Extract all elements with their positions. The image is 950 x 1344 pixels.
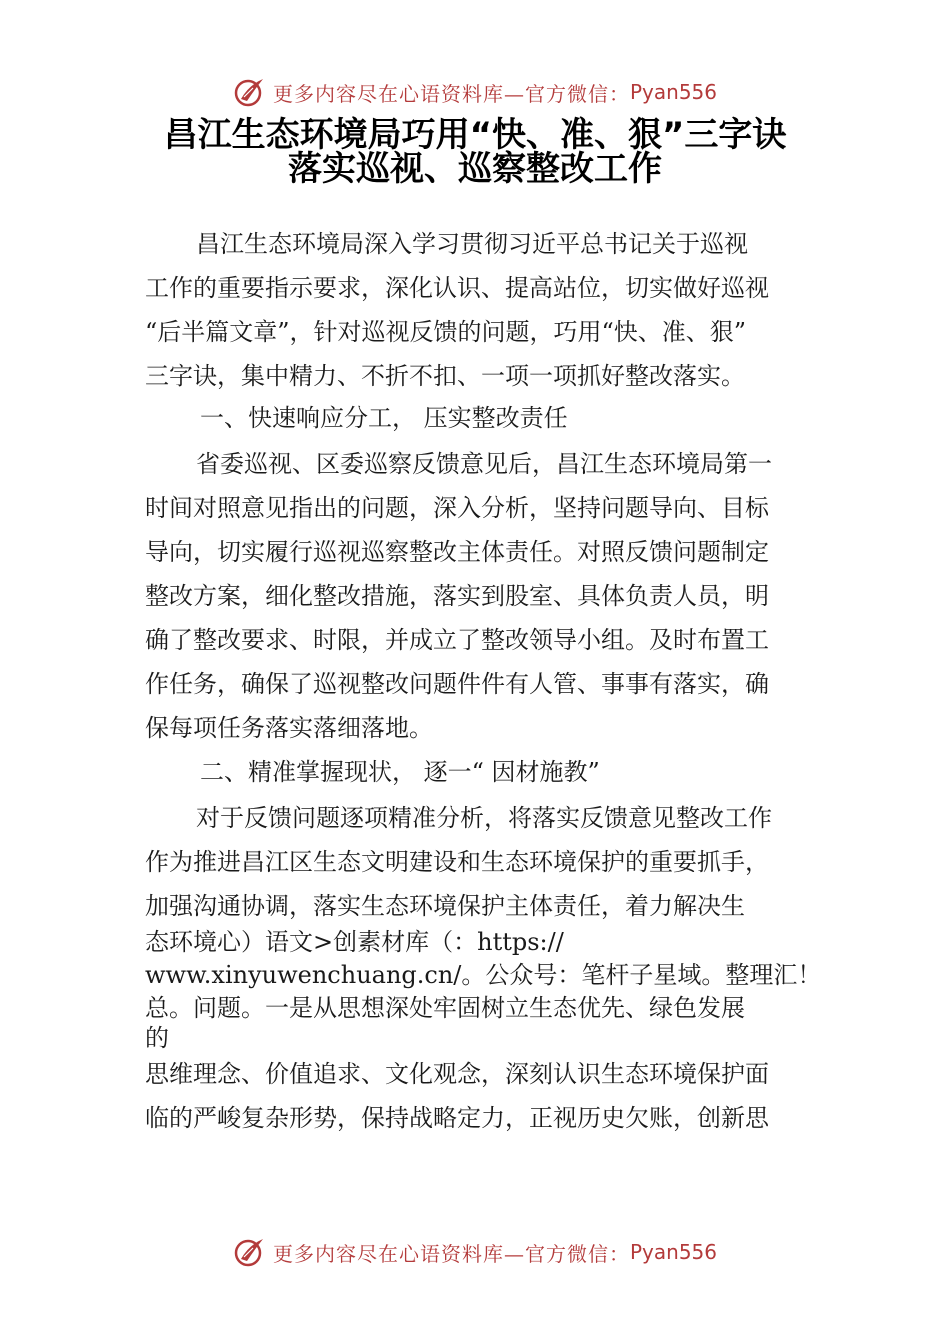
banner-wechat-id: Pyan556 (629, 1240, 717, 1264)
footer-banner (0, 1232, 950, 1272)
body-line: 保每项任务落实落细落地。 (145, 714, 433, 742)
page-title (0, 115, 950, 189)
body-line: 时间对照意见指出的问题，深入分析，坚持问题导向、目标 (145, 494, 769, 522)
header-banner (0, 72, 950, 112)
body-line: 省委巡视、区委巡察反馈意见后，昌江生态环境局第一 (196, 450, 772, 478)
title-line-2: 落实巡视、巡察整改工作 (288, 149, 662, 189)
section-heading-2: 二、精准掌握现状， 逐一“ 因材施教” (200, 758, 600, 786)
quill-logo-icon (233, 75, 267, 109)
quill-logo-icon (233, 1235, 267, 1269)
banner-wechat-id: Pyan556 (629, 80, 717, 104)
body-line: 导向，切实履行巡视巡察整改主体责任。对照反馈问题制定 (145, 538, 769, 566)
body-line: 总。问题。一是从思想深处牢固树立生态优先、绿色发展 (145, 994, 745, 1022)
body-line: 作任务，确保了巡视整改问题件件有人管、事事有落实，确 (145, 670, 769, 698)
body-line: 作为推进昌江区生态文明建设和生态环境保护的重要抓手， (145, 848, 769, 876)
body-line: “后半篇文章”，针对巡视反馈的问题，巧用“快、准、狠” (145, 318, 747, 346)
body-line: www.xinyuwenchuang.cn/。公众号：笔杆子星域。整理汇！ (145, 961, 822, 989)
title-line-1: 昌江生态环境局巧用“快、准、狠”三字诀 (163, 115, 787, 155)
body-line: 思维理念、价值追求、文化观念，深刻认识生态环境保护面 (145, 1060, 769, 1088)
body-line: 的 (145, 1024, 169, 1052)
body-line: 确了整改要求、时限，并成立了整改领导小组。及时布置工 (145, 626, 769, 654)
body-line: 临的严峻复杂形势，保持战略定力，正视历史欠账，创新思 (145, 1104, 769, 1132)
body-line: 工作的重要指示要求，深化认识、提高站位，切实做好巡视 (145, 274, 769, 302)
body-line: 整改方案，细化整改措施，落实到股室、具体负责人员，明 (145, 582, 769, 610)
body-line: 三字诀，集中精力、不折不扣、一项一项抓好整改落实。 (145, 362, 745, 390)
banner-text: 更多内容尽在心语资料库—官方微信： (272, 81, 630, 106)
section-heading-1: 一、快速响应分工， 压实整改责任 (200, 404, 568, 432)
body-line: 态环境心）语文>创素材库（：https:// (145, 928, 564, 956)
banner-text: 更多内容尽在心语资料库—官方微信： (272, 1241, 630, 1266)
body-line: 对于反馈问题逐项精准分析，将落实反馈意见整改工作 (196, 804, 772, 832)
body-line: 昌江生态环境局深入学习贯彻习近平总书记关于巡视 (196, 230, 748, 258)
body-line: 加强沟通协调，落实生态环境保护主体责任，着力解决生 (145, 892, 745, 920)
